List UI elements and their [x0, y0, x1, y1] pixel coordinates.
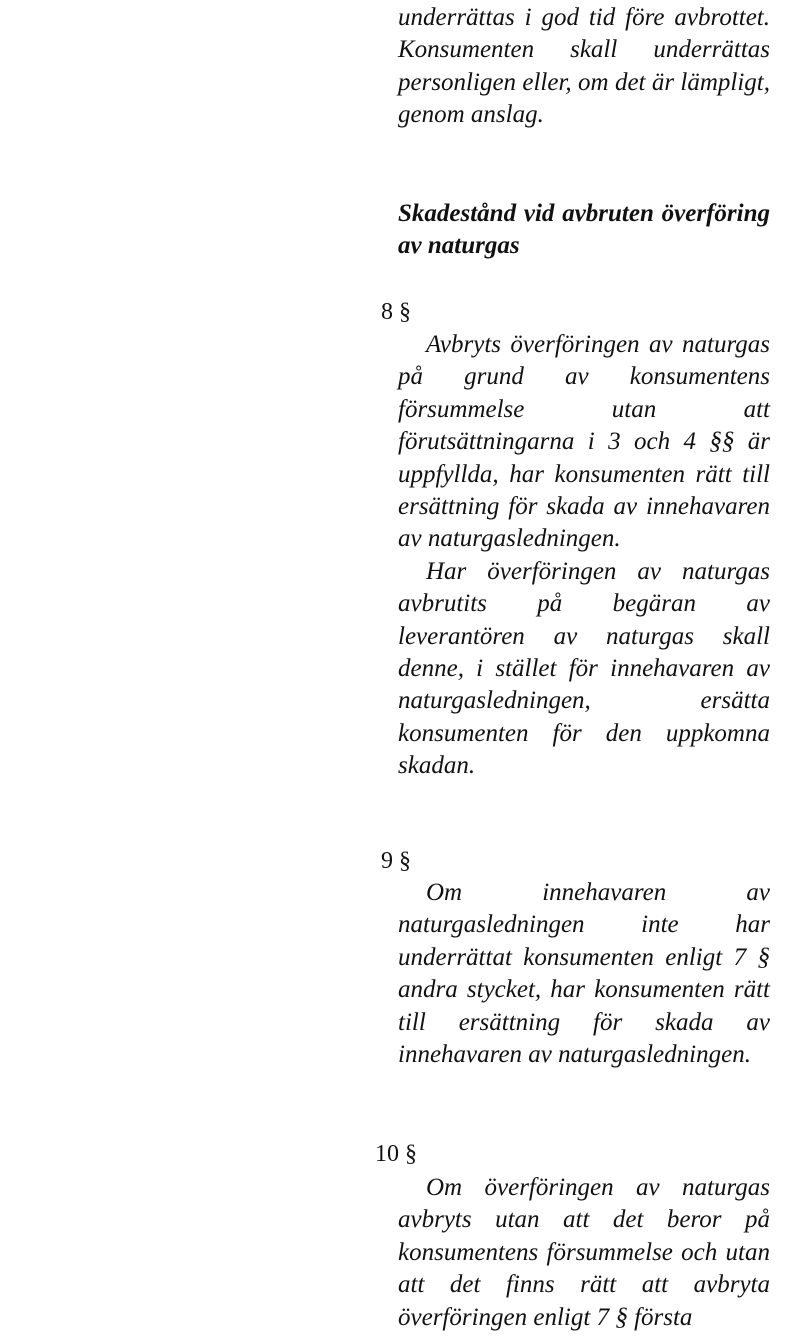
- section-10-body: [398, 1172, 770, 1334]
- section-number-9: 9 §: [381, 848, 411, 874]
- intro-text-block: [398, 2, 770, 132]
- intro-paragraph: underrättas i god tid före avbrottet. Konsumenten skall underrättas personligen eller, om det är lämpligt, genom anslag.: [398, 4, 770, 129]
- section-8-paragraph-2: Har överföringen av naturgas avbrutits på begäran av leverantören av naturgas skall denne, i stället för innehavaren av naturgasledningen, ersätta konsumenten för den uppkomna skadan.: [398, 557, 770, 780]
- section-heading: Skadestånd vid avbruten överföring av naturgas: [398, 200, 770, 260]
- section-10-paragraph-1: Om överföringen av naturgas avbryts utan att det beror på konsumentens försummelse och utan att det finns rätt att avbryta överföringen enligt 7 § första: [398, 1174, 770, 1331]
- section-number-8: 8 §: [381, 299, 411, 325]
- section-9-body: [398, 877, 770, 1071]
- section-number-10: 10 §: [375, 1141, 417, 1167]
- section-8-paragraph-1: Avbryts överföringen av naturgas på grund av konsumentens försummelse utan att förutsättningarna i 3 och 4 §§ är uppfyllda, har konsumenten rätt till ersättning för skada av innehavaren av naturgasledningen.: [398, 331, 770, 553]
- section-8-body: [398, 329, 770, 783]
- section-9-paragraph-1: Om innehavaren av naturgasledningen inte har underrättat konsumenten enligt 7 § andra stycket, har konsumenten rätt till ersättning för skada av innehavaren av naturgasledningen.: [398, 879, 770, 1069]
